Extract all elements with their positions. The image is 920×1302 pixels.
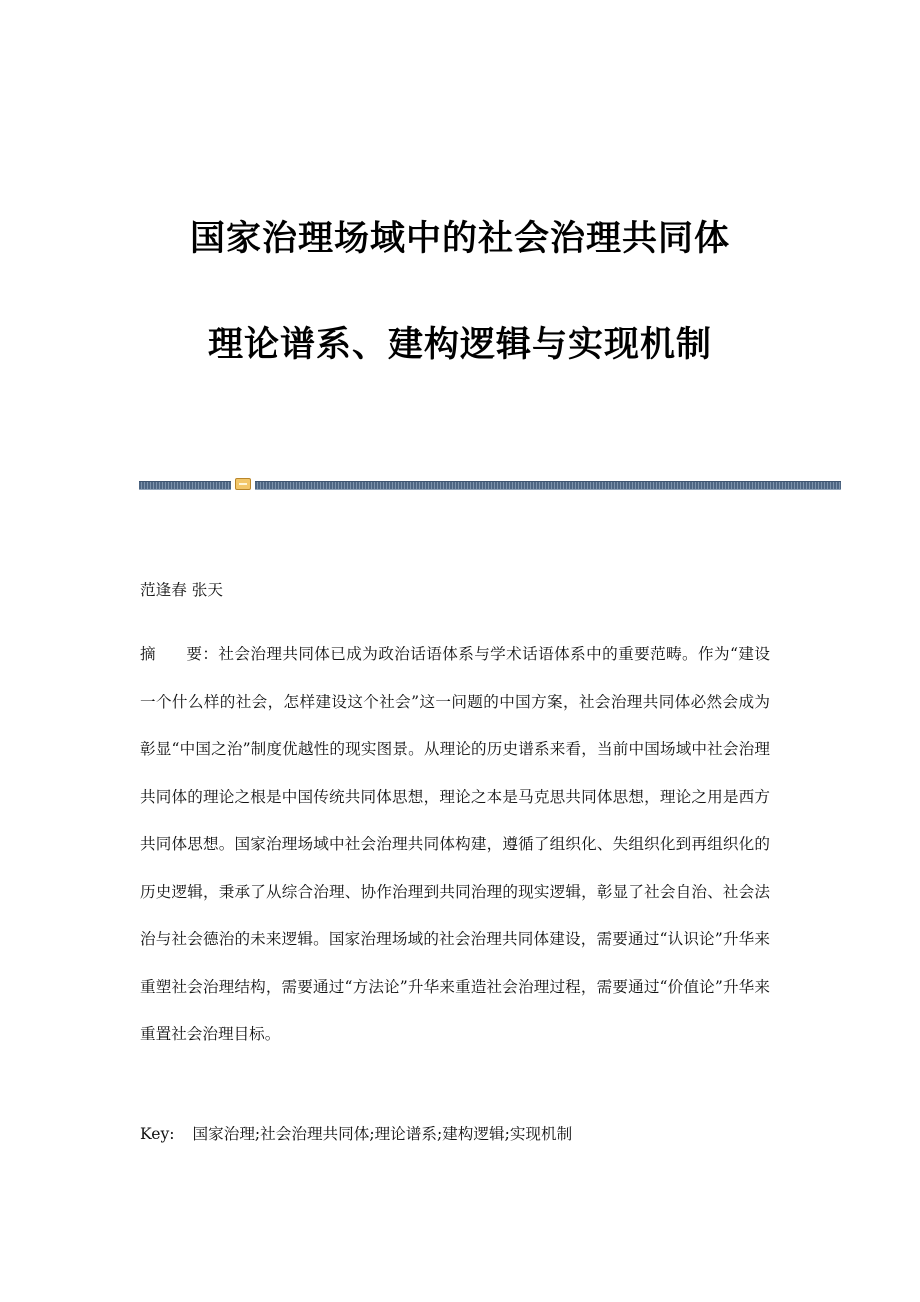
title-line-1: 国家治理场域中的社会治理共同体	[189, 219, 730, 259]
divider-ornament-icon	[235, 478, 251, 490]
divider-bar-right	[255, 481, 841, 490]
abstract-paragraph	[140, 631, 770, 1059]
divider-bar-left	[139, 481, 231, 490]
keywords-label: Key:	[140, 1125, 175, 1143]
abstract-label-second: 要：	[186, 645, 219, 663]
keywords-text: 国家治理;社会治理共同体;理论谱系;建构逻辑;实现机制	[192, 1125, 573, 1143]
abstract-text: 社会治理共同体已成为政治话语体系与学术话语体系中的重要范畴。作为“建设一个什么样的社会，怎样建设这个社会”这一问题的中国方案，社会治理共同体必然会成为彰显“中国之治”制度优越性的现实图景。从理论的历史谱系来看，当前中国场域中社会治理共同体的理论之根是中国传统共同体思想，理论之本是马克思共同体思想，理论之用是西方共同体思想。国家治理场域中社会治理共同体构建，遵循了组织化、失组织化到再组织化的历史逻辑，秉承了从综合治理、协作治理到共同治理的现实逻辑，彰显了社会自治、社会法治与社会德治的未来逻辑。国家治理场域的社会治理共同体建设，需要通过“认识论”升华来重塑社会治理结构，需要通过“方法论”升华来重造社会治理过程，需要通过“价值论”升华来重置社会治理目标。	[140, 645, 770, 1043]
authors: 范逢春 张天	[140, 581, 223, 599]
abstract-label-first: 摘	[140, 645, 156, 663]
keywords	[140, 1122, 770, 1144]
decorative-divider	[139, 478, 841, 490]
title-line-2: 理论谱系、建构逻辑与实现机制	[207, 325, 712, 365]
